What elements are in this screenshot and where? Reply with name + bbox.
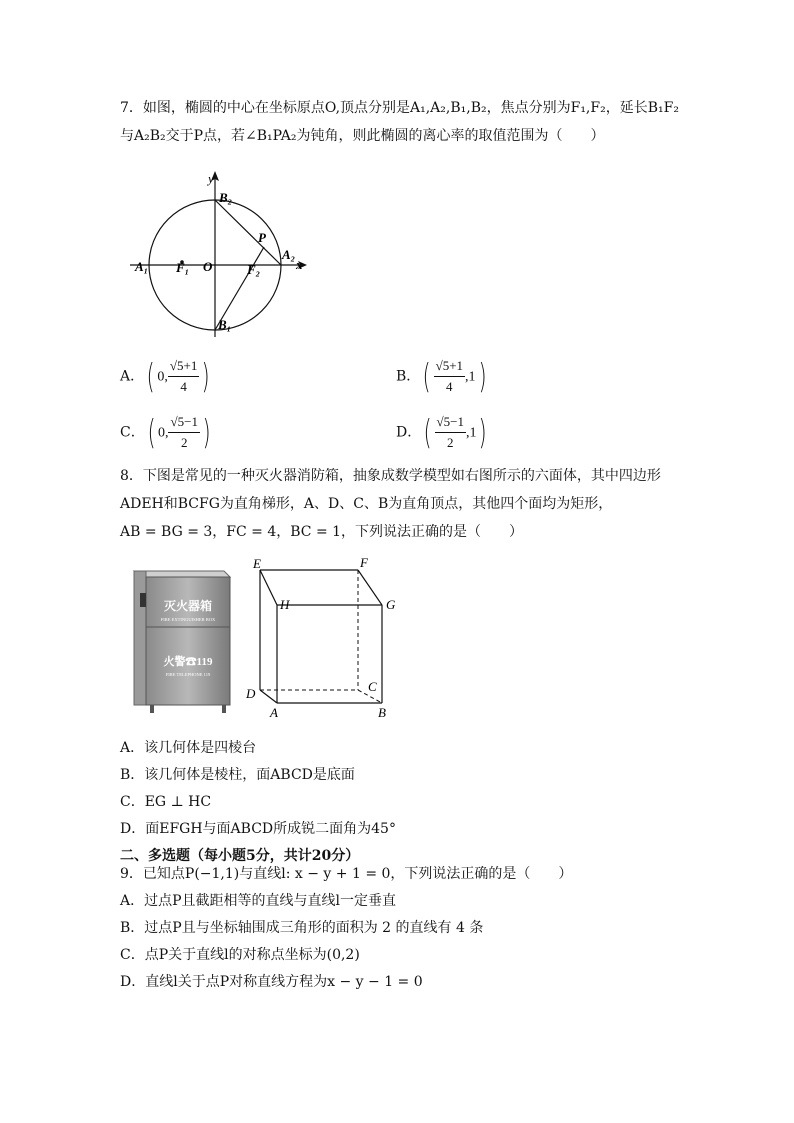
q7-line2: 与A₂B₂交于P点，若∠B₁PA₂为钝角，则此椭圆的离心率的取值范围为（ ） bbox=[120, 128, 605, 144]
label-E: E bbox=[253, 556, 261, 571]
section-heading: 二、多选题（每小题5分，共计20分） bbox=[120, 848, 360, 864]
label-y: y bbox=[208, 171, 214, 186]
q9-option-b[interactable]: B．过点P且与坐标轴围成三角形的面积为 2 的直线有 4 条 bbox=[120, 920, 484, 936]
q9-option-a[interactable]: A．过点P且截距相等的直线与直线l一定垂直 bbox=[120, 893, 397, 909]
fire-box-image bbox=[128, 565, 234, 715]
q9-option-c[interactable]: C．点P关于直线l的对称点坐标为(0,2) bbox=[120, 947, 360, 963]
q7-option-b[interactable]: B．( $\frac{√5+1}{4}$ ,1) bbox=[396, 356, 487, 397]
q7-option-c[interactable]: C．( 0, $\frac{√5-1}{2}$ ) bbox=[120, 412, 211, 453]
q8-option-b[interactable]: B．该几何体是棱柱，面ABCD是底面 bbox=[120, 767, 355, 783]
label-A2: A₂ bbox=[282, 247, 296, 262]
box-front bbox=[146, 577, 230, 705]
box-top bbox=[134, 571, 230, 577]
box-sub2: FIRE TELEPHONE 119 bbox=[165, 672, 211, 677]
q7-option-d[interactable]: D．( $\frac{√5-1}{2}$ ,1) bbox=[396, 412, 488, 453]
box-sub1: FIRE EXTINGUISHER BOX bbox=[160, 617, 216, 622]
label-O: O bbox=[203, 259, 213, 274]
segment-B2A2 bbox=[215, 200, 281, 265]
box-side bbox=[134, 571, 146, 705]
q8-option-c[interactable]: C．EG ⊥ HC bbox=[120, 794, 212, 810]
box-alarm: 火警☎119 bbox=[163, 656, 213, 668]
box-leg-right bbox=[222, 705, 226, 713]
box-title: 灭火器箱 bbox=[163, 599, 213, 613]
q8-line2: ADEH和BCFG为直角梯形，A、D、C、B为直角顶点，其他四个面均为矩形， bbox=[120, 496, 613, 512]
q8-line1: 8．下图是常见的一种灭火器消防箱，抽象成数学模型如右图所示的六面体，其中四边形 bbox=[120, 468, 661, 484]
label-G: G bbox=[386, 597, 396, 612]
label-D: D bbox=[246, 686, 256, 701]
label-F2: F₂ bbox=[247, 262, 261, 277]
label-F: F bbox=[360, 555, 368, 570]
label-x: x bbox=[296, 257, 303, 272]
label-H: H bbox=[280, 597, 290, 612]
q7-line1: 7．如图，椭圆的中心在坐标原点O,顶点分别是A₁,A₂,B₁,B₂，焦点分别为F₁,F₂，延长B₁F₂ bbox=[120, 100, 679, 116]
q8-line3: AB = BG = 3，FC = 4，BC = 1，下列说法正确的是（ ） bbox=[120, 524, 524, 540]
q7-option-a[interactable]: A．( 0, $\frac{√5+1}{4}$ ) bbox=[120, 356, 210, 397]
label-B1: B₁ bbox=[218, 317, 232, 332]
label-P: P bbox=[258, 230, 266, 245]
q8-option-a[interactable]: A．该几何体是四棱台 bbox=[120, 740, 257, 756]
label-B: B bbox=[378, 705, 386, 720]
q9-line1: 9．已知点P(−1,1)与直线l: x − y + 1 = 0，下列说法正确的是（ ） bbox=[120, 866, 573, 882]
q9-option-d[interactable]: D．直线l关于点P对称直线方程为x − y − 1 = 0 bbox=[120, 974, 423, 990]
label-B2: B₂ bbox=[219, 190, 233, 205]
box-leg-left bbox=[150, 705, 154, 713]
label-C: C bbox=[368, 679, 377, 694]
box-handle bbox=[140, 593, 146, 607]
label-A: A bbox=[270, 705, 278, 720]
ellipse-figure bbox=[120, 165, 320, 340]
label-A1: A₁ bbox=[135, 259, 149, 274]
hexahedron-figure bbox=[240, 555, 400, 720]
label-F1: F₁ bbox=[176, 260, 190, 275]
q8-option-d[interactable]: D．面EFGH与面ABCD所成锐二面角为45° bbox=[120, 821, 396, 837]
